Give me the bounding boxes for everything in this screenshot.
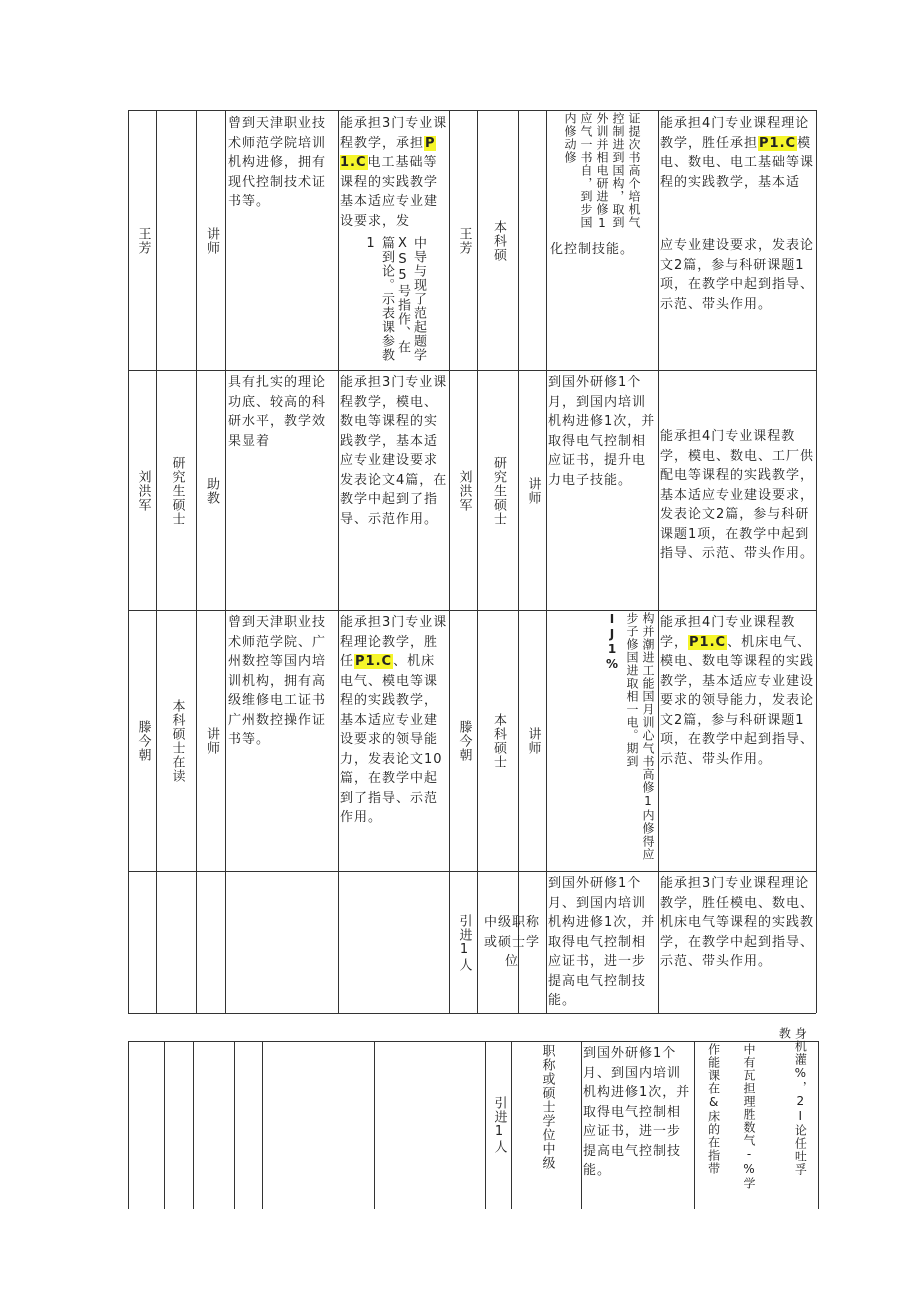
course-code-highlight: P1.C xyxy=(340,135,436,170)
target-name: 引进1人 xyxy=(491,1096,507,1154)
goal-cell-part2 xyxy=(660,236,814,366)
target-degree: 本科硕士 xyxy=(491,713,506,769)
ability-text-cont: 电工基础等课程的实践教学基本适应专业建设要求，发 xyxy=(340,155,439,229)
table-rule xyxy=(374,1041,375,1209)
target-degree-cell xyxy=(478,111,518,370)
target-name: 滕今朝 xyxy=(456,720,472,762)
target-degree-cell xyxy=(478,371,518,610)
goal-scrambled-cell xyxy=(696,1027,818,1209)
ability-cell xyxy=(340,613,448,867)
plan-text: 到国外研修1个月，到国内培训机构进修1次，并取得电气控制相应证书，提升电力电子技能。 xyxy=(548,375,656,488)
table-rule xyxy=(234,1041,235,1209)
target-title-cell xyxy=(519,611,546,871)
experience-text: 曾到天津职业技术师范学院、广州数控等国内培训机构，拥有高级维修电工证书广州数控操作证书等。 xyxy=(228,615,327,747)
plan-text: 到国外研修1个月、到国内培训机构进修1次，并取得电气控制相应证书，进一步提高电气控制技能。 xyxy=(548,876,656,1008)
teacher-name-cell xyxy=(129,111,156,370)
degree: 本科硕士在读 xyxy=(169,699,185,783)
job-title: 讲师 xyxy=(204,727,219,755)
table-rule xyxy=(581,1041,582,1209)
degree-cell xyxy=(157,611,196,871)
plan-scrambled-cell xyxy=(548,112,656,240)
table-rule xyxy=(818,1041,819,1209)
degree: 研究生硕士 xyxy=(169,455,185,526)
experience-text: 具有扎实的理论功底、较高的科研水平，教学效果显着 xyxy=(228,375,327,449)
goal-scrambled-col-a: 作能课在&床的在指带 xyxy=(706,1043,721,1175)
target-degree: 研究生硕士 xyxy=(491,455,506,526)
target-degree-cell xyxy=(512,1044,581,1208)
target-name: 引进1人 xyxy=(456,913,472,972)
goal-cell xyxy=(660,613,814,867)
goal-scrambled-col-c: 身机灌%，2I论任吐孚教 xyxy=(777,1027,808,1176)
goal-scrambled-col-b: 中有瓦担理胜数气-%学 xyxy=(741,1043,756,1190)
ability-scrambled-text: 中导与现了范起题学XS5号指作、在篇到论。示表课参教1 xyxy=(363,236,426,362)
target-degree-cell xyxy=(478,872,546,1013)
course-code-highlight: P1.C xyxy=(759,135,797,151)
plan-text: 到国外研修1个月、到国内培训机构进修1次，并取得电气控制相应证书，进一步提高电气控制技能。 xyxy=(583,1046,691,1178)
teacher-name: 滕今朝 xyxy=(135,720,151,762)
table-rule xyxy=(546,110,547,1013)
plan-cell xyxy=(548,373,656,607)
table-rule xyxy=(694,1041,695,1209)
goal-cell xyxy=(660,874,814,1010)
plan-scrambled-text: 构并潮进工能国月训心气书高修1内修得应步子修国进取相一电。期到 xyxy=(625,612,655,861)
target-name-cell xyxy=(450,371,477,610)
goal-text-cont: 模电、数电、电工基础等课程的实践教学，基本适 xyxy=(660,135,815,190)
table-rule xyxy=(658,110,659,1013)
table-rule xyxy=(338,110,339,1013)
job-title-cell xyxy=(197,371,225,610)
plan-tail-text: 化控制技能。 xyxy=(550,242,635,257)
experience-cell xyxy=(228,373,336,607)
target-name-cell xyxy=(450,872,477,1013)
experience-cell xyxy=(228,114,336,364)
ability-scrambled-cell xyxy=(342,236,446,366)
job-title-cell xyxy=(197,111,225,370)
goal-cell xyxy=(660,114,814,224)
target-name-cell xyxy=(486,1042,511,1208)
goal-text: 能承担4门专业课程教学，模电、数电、工厂供配电等课程的实践教学，基本适应专业建设要求，发表论文2篇，参与科研课题1项，在教学中起到指导、示范、带头作用。 xyxy=(660,429,815,561)
ability-cell xyxy=(340,114,448,234)
course-code-highlight: P1.C xyxy=(355,654,393,669)
experience-cell xyxy=(228,613,336,867)
goal-text: 能承担4门专业课程理论教学，胜任承担 xyxy=(660,116,810,151)
target-degree-cell xyxy=(478,611,518,871)
ability-cell xyxy=(340,373,448,607)
ability-text-cont: 、机床电气、模电等课程的实践教学，基本适应专业建设要求的领导能力，发表论文10篇，在教学中起到了指导、示范作用。 xyxy=(340,654,443,825)
goal-text-cont: 、机床电气、模电、数电等课程的实践教学，基本适应专业建设要求的领导能力，发表论文2篇，参与科研课题1项，在教学中起到指导、示范、带头作用。 xyxy=(660,634,815,767)
experience-text: 曾到天津职业技术师范学院培训机构进修，拥有现代控制技术证书等。 xyxy=(228,116,327,209)
goal-text: 能承担4门专业课程教学， xyxy=(660,615,796,650)
plan-mark: IJ1% xyxy=(605,612,619,672)
table-rule xyxy=(164,1041,165,1209)
table-rule xyxy=(128,1013,816,1014)
target-name-cell xyxy=(450,611,477,871)
plan-tail-cell xyxy=(550,240,656,262)
goal-text: 能承担3门专业课程理论教学，胜任模电、数电、机床电气等课程的实践教学，在教学中起到指导、示范、带头作用。 xyxy=(660,876,815,969)
plan-cell xyxy=(548,874,656,1010)
target-title-cell xyxy=(519,371,546,610)
teacher-name: 王芳 xyxy=(135,226,151,255)
table-rule xyxy=(193,1041,194,1209)
goal-text-part2: 应专业建设要求，发表论文2篇，参与科研课题1项，在教学中起到指导、示范、带头作用。 xyxy=(660,238,815,312)
table-rule xyxy=(262,1041,263,1209)
target-title: 讲师 xyxy=(525,476,541,505)
course-code-highlight: P1.C xyxy=(689,634,727,650)
degree-cell xyxy=(157,371,196,610)
target-degree: 本科硕 xyxy=(491,219,506,262)
teacher-name-cell xyxy=(129,371,156,610)
ability-text: 能承担3门专业课程理论教学，胜任 xyxy=(340,615,448,669)
plan-scrambled-cell xyxy=(548,612,656,870)
ability-text: 能承担3门专业课程教学，模电、数电等课程的实践教学，基本适应专业建设要求发表论文4篇，在教学中起到了指导、示范作用。 xyxy=(340,375,448,527)
table-rule xyxy=(128,1041,129,1209)
target-name: 刘洪军 xyxy=(456,469,472,512)
target-name-cell xyxy=(450,111,477,370)
target-degree: 职称或硕士学位中级 xyxy=(539,1044,555,1170)
target-name: 王芳 xyxy=(456,226,472,255)
plan-scrambled-text: 证提次书高个培机气控制进到国构，取到外训并相电研进修1应气一书自，到步国内修动修 xyxy=(563,112,641,231)
ability-text: 能承担3门专业课程教学，承担 xyxy=(340,116,448,151)
goal-cell xyxy=(660,427,814,607)
job-title-cell xyxy=(197,611,225,871)
target-degree: 中级职称或硕士学位 xyxy=(483,915,540,970)
teacher-name: 刘洪军 xyxy=(135,469,151,512)
table-rule xyxy=(128,1041,818,1042)
table-rule xyxy=(816,110,817,1013)
target-title: 讲师 xyxy=(525,727,541,755)
job-title: 讲师 xyxy=(204,226,219,255)
teacher-name-cell xyxy=(129,611,156,871)
table-rule xyxy=(225,110,226,1013)
plan-cell xyxy=(583,1044,693,1204)
job-title: 助教 xyxy=(204,476,219,505)
